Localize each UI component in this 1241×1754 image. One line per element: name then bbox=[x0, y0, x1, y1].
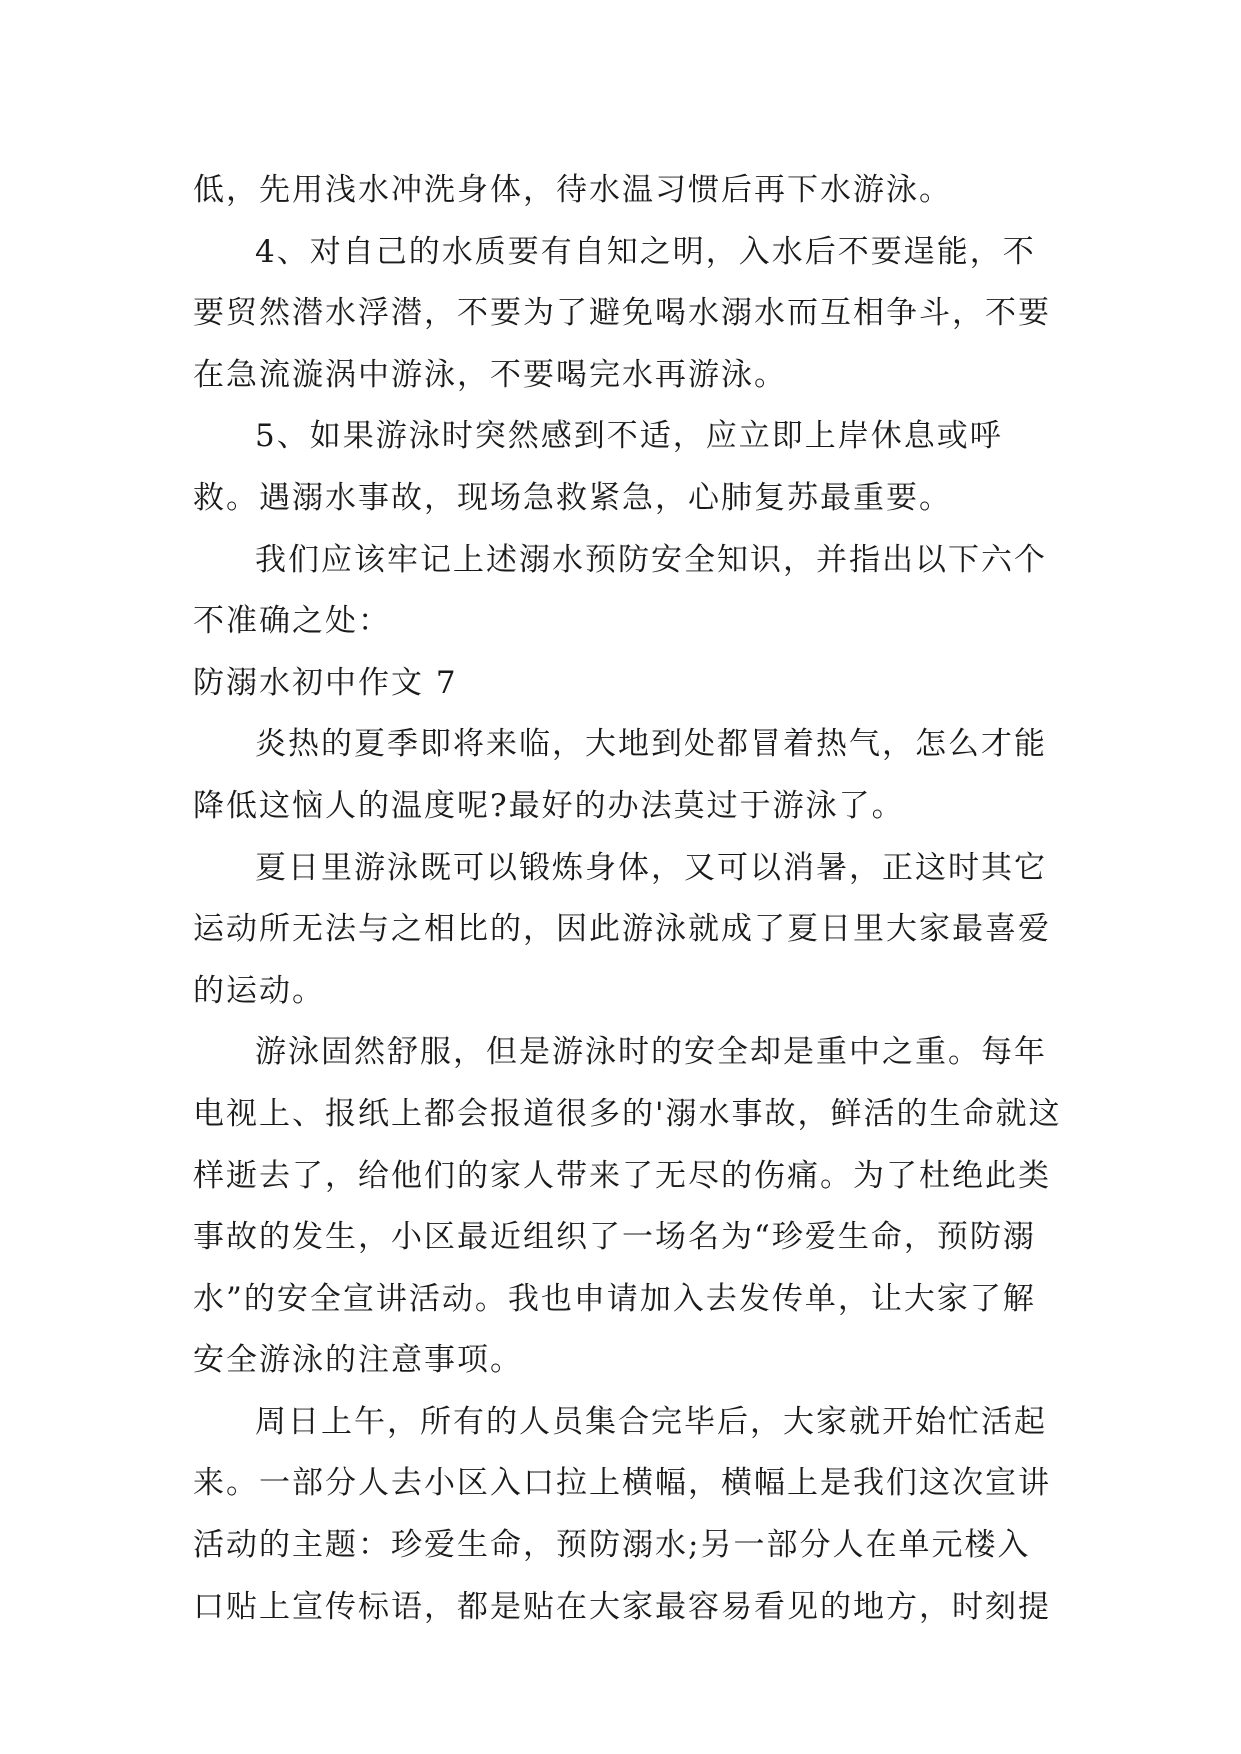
section-heading: 防溺水初中作文 7 bbox=[193, 664, 458, 701]
paragraph-benefits: 夏日里游泳既可以锻炼身体，又可以消暑，正这时其它运动所无法与之相比的，因此游泳就成了夏日里大家最喜爱的运动。 bbox=[193, 849, 1051, 1009]
paragraph-item-5: 5、如果游泳时突然感到不适，应立即上岸休息或呼救。遇溺水事故，现场急救紧急，心肺复苏最重要。 bbox=[193, 418, 1003, 516]
paragraph-summary: 我们应该牢记上述溺水预防安全知识，并指出以下六个不准确之处： bbox=[193, 541, 1047, 640]
document-body bbox=[193, 160, 1063, 1638]
paragraph-sunday: 周日上午，所有的人员集合完毕后，大家就开始忙活起来。一部分人去小区入口拉上横幅，横幅上是我们这次宣讲活动的主题：珍爱生命，预防溺水;另一部分人在单元楼入口贴上宣传标语，都是贴在大家最容易看见的地方，时刻提 bbox=[193, 1403, 1051, 1625]
paragraph-safety: 游泳固然舒服，但是游泳时的安全却是重中之重。每年电视上、报纸上都会报道很多的'溺水事故，鲜活的生命就这样逝去了，给他们的家人带来了无尽的伤痛。为了杜绝此类事故的发生，小区最近组织了一场名为“珍爱生命，预防溺水”的安全宣讲活动。我也申请加入去发传单，让大家了解安全游泳的注意事项。 bbox=[193, 1034, 1062, 1379]
paragraph-intro: 炎热的夏季即将来临，大地到处都冒着热气，怎么才能降低这恼人的温度呢?最好的办法莫过于游泳了。 bbox=[193, 726, 1047, 824]
paragraph-continuation: 低，先用浅水冲洗身体，待水温习惯后再下水游泳。 bbox=[193, 172, 952, 208]
paragraph-item-4: 4、对自己的水质要有自知之明，入水后不要逞能，不要贸然潜水浮潜，不要为了避免喝水溺水而互相争斗，不要在急流漩涡中游泳，不要喝完水再游泳。 bbox=[193, 233, 1051, 393]
